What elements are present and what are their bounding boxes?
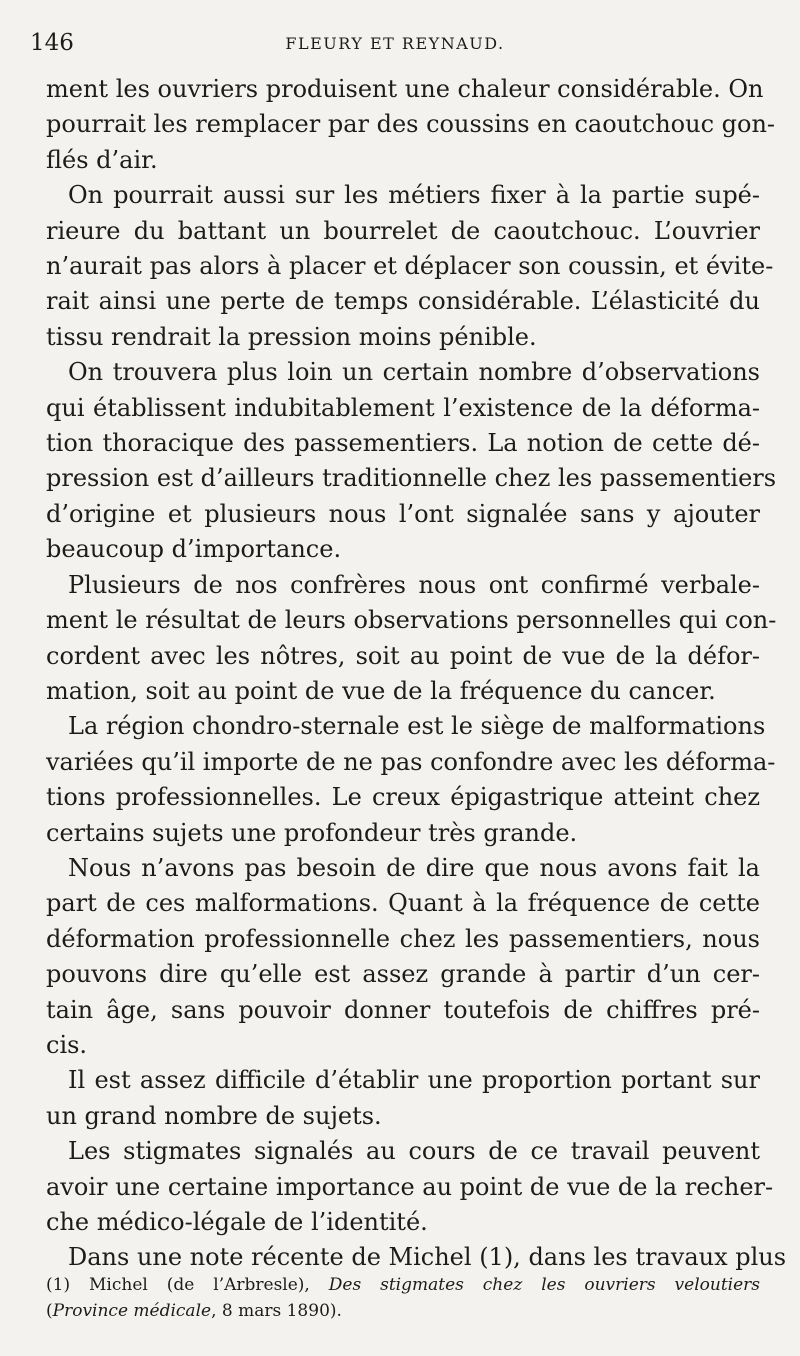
paragraph xyxy=(46,851,760,1063)
footnote-line: (Province médicale, 8 mars 1890). xyxy=(46,1301,342,1321)
text-line: certains sujets une profondeur très grande. xyxy=(46,818,578,847)
footnote xyxy=(46,1272,760,1324)
text-line: pourrait les remplacer par des coussins en caoutchouc gon- xyxy=(46,110,776,139)
page-number: 146 xyxy=(30,30,74,56)
footnote-citation: (1) Michel (de l’Arbresle), xyxy=(46,1275,329,1295)
footnote-work-title: Des stigmates chez les ouvriers veloutiers xyxy=(328,1275,761,1295)
text-line: On trouvera plus loin un certain nombre d’observations xyxy=(68,358,760,387)
text-line: rieure du battant un bourrelet de caoutchouc. L’ouvrier xyxy=(46,216,760,245)
text-line: d’origine et plusieurs nous l’ont signalée sans y ajouter xyxy=(46,499,760,528)
paragraph xyxy=(46,355,777,567)
text-line: n’aurait pas alors à placer et déplacer son coussin, et évite- xyxy=(46,252,774,281)
text-line: variées qu’il importe de ne pas confondre avec les déforma- xyxy=(46,747,776,776)
text-line: avoir une certaine importance au point de vue de la recher- xyxy=(46,1172,774,1201)
text-line: flés d’air. xyxy=(46,145,158,174)
footnote-date: , 8 mars 1890). xyxy=(211,1301,342,1321)
text-line: pression est d’ailleurs traditionnelle chez les passementiers xyxy=(46,464,777,493)
text-line: Nous n’avons pas besoin de dire que nous avons fait la xyxy=(68,853,760,882)
text-line: cordent avec les nôtres, soit au point de vue de la défor- xyxy=(46,641,760,670)
text-line: beaucoup d’importance. xyxy=(46,535,342,564)
text-line: Les stigmates signalés au cours de ce travail peuvent xyxy=(68,1137,760,1166)
text-line: Plusieurs de nos confrères nous ont confirmé verbale- xyxy=(68,570,760,599)
text-line: pouvons dire qu’elle est assez grande à partir d’un cer- xyxy=(46,960,760,989)
text-line: part de ces malformations. Quant à la fréquence de cette xyxy=(46,889,760,918)
text-line: mation, soit au point de vue de la fréquence du cancer. xyxy=(46,676,716,705)
text-line: Dans une note récente de Michel (1), dans les travaux plus xyxy=(68,1243,787,1272)
paragraph xyxy=(46,178,774,355)
running-head: FLEURY ET REYNAUD. xyxy=(285,34,505,53)
text-line: ment les ouvriers produisent une chaleur considérable. On xyxy=(46,75,764,103)
paragraph xyxy=(46,568,777,710)
text-line: Il est assez difficile d’établir une proportion portant sur xyxy=(68,1066,760,1095)
text-line: qui établissent indubitablement l’existence de la déforma- xyxy=(46,393,760,422)
page-header xyxy=(30,30,760,66)
text-line: che médico-légale de l’identité. xyxy=(46,1208,428,1236)
text-line: tain âge, sans pouvoir donner toutefois de chiffres pré- xyxy=(46,995,760,1024)
footnote-source: Province médicale xyxy=(52,1301,212,1321)
paragraph xyxy=(46,1063,760,1134)
body-text xyxy=(46,72,787,1276)
text-line: un grand nombre de sujets. xyxy=(46,1101,382,1130)
text-line: ment le résultat de leurs observations personnelles qui con- xyxy=(46,606,777,635)
paragraph xyxy=(46,709,776,851)
text-line: tions professionnelles. Le creux épigastrique atteint chez xyxy=(46,783,760,812)
footnote-line xyxy=(46,1272,760,1298)
paragraph xyxy=(46,1240,787,1275)
paragraph xyxy=(46,72,776,178)
text-line: On pourrait aussi sur les métiers fixer à la partie supé- xyxy=(68,181,760,210)
text-line: tissu rendrait la pression moins pénible. xyxy=(46,322,537,351)
text-line: La région chondro-sternale est le siège de malformations xyxy=(68,712,766,741)
text-line: cis. xyxy=(46,1030,88,1059)
text-line: tion thoracique des passementiers. La notion de cette dé- xyxy=(46,429,760,458)
text-line: déformation professionnelle chez les passementiers, nous xyxy=(46,924,760,953)
paragraph xyxy=(46,1134,774,1240)
text-line: rait ainsi une perte de temps considérable. L’élasticité du xyxy=(46,287,760,316)
